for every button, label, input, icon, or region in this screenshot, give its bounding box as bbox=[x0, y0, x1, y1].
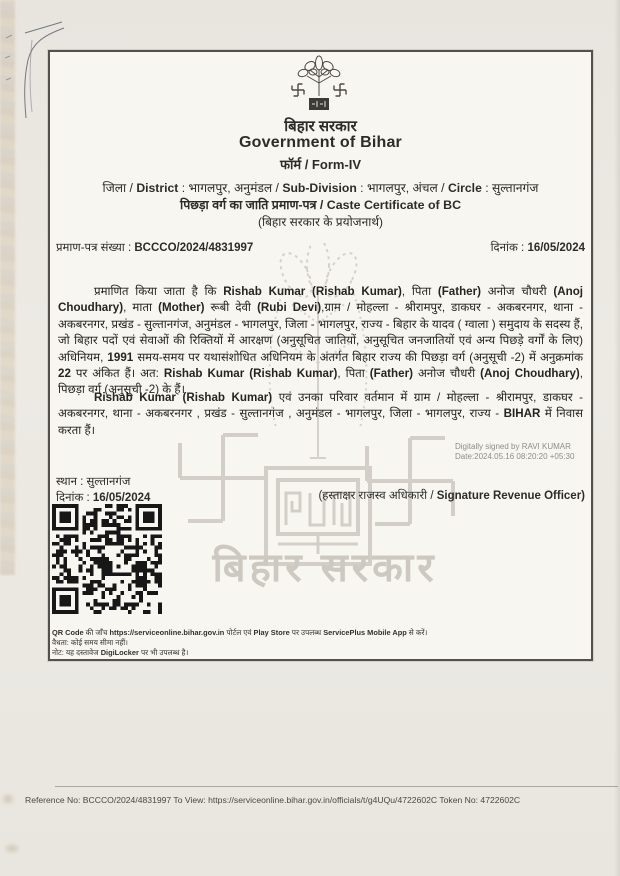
date-line: दिनांक : 16/05/2024 bbox=[56, 492, 151, 504]
qr-notes bbox=[52, 628, 427, 658]
bihar-government-emblem-icon bbox=[290, 55, 348, 117]
certificate-number: प्रमाण-पत्र संख्या : BCCCO/2024/4831997 bbox=[56, 242, 254, 254]
signature-officer-label: (हस्ताक्षर राजस्व अधिकारी / Signature Revenue Officer) bbox=[318, 490, 585, 502]
footer-divider bbox=[55, 786, 618, 787]
purpose-line: (बिहार सरकार के प्रयोजनार्थ) bbox=[257, 215, 384, 229]
title-english: Government of Bihar bbox=[239, 134, 402, 151]
certificate-meta-row bbox=[56, 240, 585, 255]
qr-code bbox=[52, 504, 162, 614]
footer-reference-line: Reference No: BCCCO/2024/4831997 To View: https://serviceonline.bihar.gov.in/officials/t/g4UQu/4722602C Token No: 4722602C bbox=[25, 795, 521, 805]
certificate-body-paragraph-1: प्रमाणित किया जाता है कि Rishab Kumar (Rishab Kumar), पिता (Father) अनोज चौधरी (Anoj Choudhary), माता (Mother) रूबी देवी (Rubi Devi),ग्राम / मोहल्ला - श्रीरामपुर, डाकघर - अकबरनगर, थाना - अकबरनगर, प्रखंड - सुल्तानगंज, अनुमंडल - भागलपुर, जिला - भागलपुर, राज्य - बिहार के यादव ( ग्वाला ) समुदाय के सदस्य हैं, जो बिहार पदों एवं सेवाओं की रिक्तियों में आरक्षण (अनुसूचित जातियों, अनुसूचित जनजातियों एवं अन्य पिछड़े वर्गों के लिए) अधिनियम, 1991 समय-समय पर यथासंशोधित अधिनियम के अंतर्गत बिहार राज्य की पिछड़ा वर्ग (अनुसूची -2) में अनुक्रमांक 22 पर अंकित हैं। अत: Rishab Kumar (Rishab Kumar), पिता (Father) अनोज चौधरी (Anoj Choudhary), पिछड़ा वर्ग (अनुसूची -2) के हैं। bbox=[58, 285, 584, 397]
district-subdivision-circle-line: जिला / District : भागलपुर, अनुमंडल / Sub-Division : भागलपुर, अंचल / Circle : सुल्तानगंज bbox=[102, 181, 539, 195]
certificate-type-line: पिछड़ा वर्ग का जाति प्रमाण-पत्र / Caste Certificate of BC bbox=[179, 198, 462, 212]
issue-date: दिनांक : 16/05/2024 bbox=[490, 242, 585, 254]
qr-note-verify: QR Code की जाँच https://serviceonline.bihar.gov.in पोर्टल एवं Play Store पर उपलब्ध ServicePlus Mobile App से करें। bbox=[52, 628, 428, 637]
digital-signature-signer: Digitally signed by RAVI KUMAR bbox=[455, 442, 571, 451]
digital-signature-date: Date:2024.05.16 08:20:20 +05:30 bbox=[455, 452, 575, 461]
digital-signature-note bbox=[455, 442, 574, 462]
scan-smudge bbox=[3, 795, 13, 803]
scan-smudge bbox=[6, 845, 18, 852]
form-number-line: फॉर्म / Form-IV bbox=[279, 157, 362, 172]
title-hindi: बिहार सरकार bbox=[284, 118, 357, 135]
qr-note-digilocker: नोट: यह दस्तावेज DigiLocker पर भी उपलब्ध है। bbox=[52, 648, 189, 657]
place-line: स्थान : सुल्तानगंज bbox=[56, 476, 131, 488]
watermark-text: बिहार सरकार bbox=[212, 546, 438, 590]
certificate-frame bbox=[48, 50, 593, 661]
qr-note-validity: वैधता: कोई समय सीमा नहीं। bbox=[52, 638, 128, 647]
scan-right-edge-shadow bbox=[614, 0, 620, 876]
certificate-body-paragraph-2: Rishab Kumar (Rishab Kumar) एवं उनका परिवार वर्तमान में ग्राम / मोहल्ला - श्रीरामपुर, डाकघर - अकबरनगर, थाना - अकबरनगर , प्रखंड - सुल्तानगंज , अनुमंडल - भागलपुर, जिला - भागलपुर, राज्य - BIHAR में निवास करता हैं। bbox=[58, 391, 584, 437]
